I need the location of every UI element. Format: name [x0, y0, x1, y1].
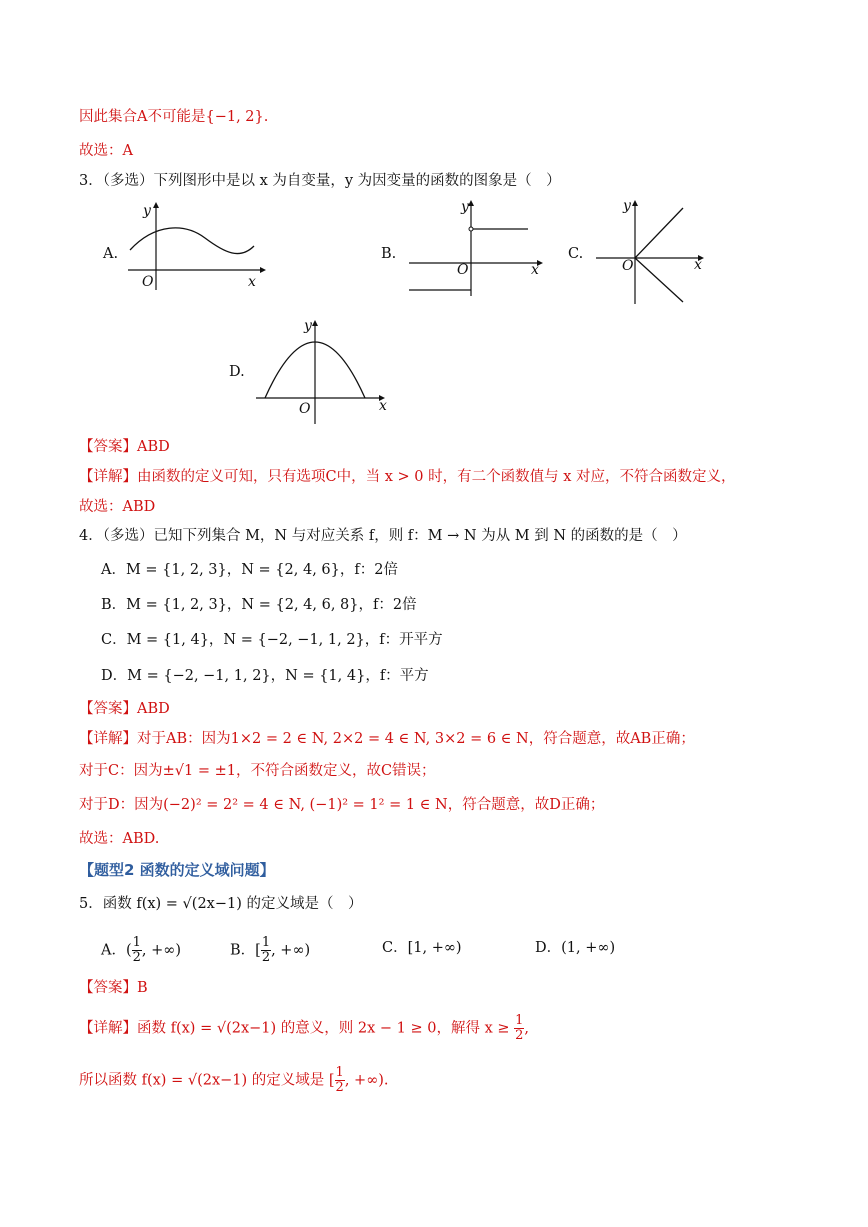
section-heading: 【题型2 函数的定义域问题】	[79, 861, 275, 879]
question-5: 5．函数 f(x) = √(2x−1) 的定义域是（ ）	[79, 896, 363, 912]
graph-a-origin: O	[142, 274, 154, 290]
graph-b-origin: O	[457, 262, 469, 278]
option-b-label: B.	[381, 246, 397, 262]
q4-answer: 【答案】ABD	[79, 701, 170, 717]
comma: ,	[524, 1020, 530, 1037]
q5-detail-line1	[79, 1014, 529, 1043]
fraction-one-half: $\frac{1}{2}$	[261, 935, 271, 965]
graph-c-y-label: y	[623, 198, 631, 214]
q5-option-a-suffix: , +∞)	[141, 942, 182, 959]
graph-a-y-label: y	[143, 203, 151, 219]
q5-option-c: C．[1, +∞)	[382, 940, 462, 956]
option-a-label: A.	[103, 246, 119, 262]
q5-detail-line2	[79, 1066, 389, 1095]
q3-detail: 【详解】由函数的定义可知，只有选项C中，当 x > 0 时，有二个函数值与 x 对应，不符合函数定义，	[79, 469, 736, 485]
graph-d-x-label: x	[379, 398, 387, 414]
q5-domain-suffix: , +∞).	[344, 1072, 389, 1089]
graph-c-x-label: x	[694, 257, 702, 273]
q4-option-b: B．M = {1, 2, 3}，N = {2, 4, 6, 8}，f：2倍	[101, 597, 417, 613]
q4-option-c: C．M = {1, 4}，N = {−2, −1, 1, 2}，f：开平方	[101, 632, 443, 648]
q5-option-b	[230, 936, 310, 965]
graph-b	[405, 196, 545, 301]
graph-d	[253, 314, 393, 426]
graph-a	[120, 198, 270, 293]
graph-c-origin: O	[622, 258, 634, 274]
question-3: 3．（多选）下列图形中是以 x 为自变量，y 为因变量的函数的图象是（ ）	[79, 173, 561, 189]
q5-option-a-prefix: A．(	[101, 942, 132, 959]
graph-d-origin: O	[299, 401, 311, 417]
graph-b-x-label: x	[531, 262, 539, 278]
fraction-one-half: $\frac{1}{2}$	[132, 935, 141, 965]
q5-option-b-prefix: B．[	[230, 942, 261, 959]
q4-option-a: A．M = {1, 2, 3}，N = {2, 4, 6}，f：2倍	[101, 562, 398, 578]
fraction-one-half: $\frac{1}{2}$	[515, 1013, 524, 1043]
q5-option-d: D．(1, +∞)	[535, 940, 616, 956]
graph-b-y-label: y	[461, 199, 469, 215]
q3-answer: 【答案】ABD	[79, 439, 170, 455]
graph-a-x-label: x	[248, 274, 256, 290]
fraction-one-half: $\frac{1}{2}$	[335, 1065, 344, 1095]
q4-choose: 故选：ABD.	[79, 831, 160, 847]
q5-domain-text: 所以函数 f(x) = √(2x−1) 的定义域是 [	[79, 1072, 335, 1089]
q4-option-d: D．M = {−2, −1, 1, 2}，N = {1, 4}，f：平方	[101, 668, 429, 684]
q4-detail-ab: 【详解】对于AB：因为1×2 = 2 ∈ N, 2×2 = 4 ∈ N, 3×2 = 6 ∈ N，符合题意，故AB正确；	[79, 731, 695, 747]
choose-line-q2: 故选：A	[79, 143, 133, 159]
q4-detail-d: 对于D：因为(−2)² = 2² = 4 ∈ N, (−1)² = 1² = 1 ∈ N，符合题意，故D正确；	[79, 797, 605, 813]
q5-option-a	[101, 936, 181, 965]
conclusion-line: 因此集合A不可能是{−1, 2}.	[79, 109, 269, 125]
option-c-label: C.	[568, 246, 584, 262]
q5-answer: 【答案】B	[79, 980, 148, 996]
q5-detail-text: 【详解】函数 f(x) = √(2x−1) 的意义，则 2x − 1 ≥ 0，解得 x ≥	[79, 1020, 510, 1037]
q4-detail-c: 对于C：因为±√1 = ±1，不符合函数定义，故C错误；	[79, 763, 436, 779]
option-d-label: D.	[229, 364, 245, 380]
graph-d-y-label: y	[304, 318, 312, 334]
graph-c	[593, 196, 713, 306]
question-4: 4．（多选）已知下列集合 M，N 与对应关系 f，则 f：M → N 为从 M 到 N 的函数的是（ ）	[79, 528, 687, 544]
q5-option-b-suffix: , +∞)	[271, 942, 311, 959]
q3-choose: 故选：ABD	[79, 499, 156, 515]
